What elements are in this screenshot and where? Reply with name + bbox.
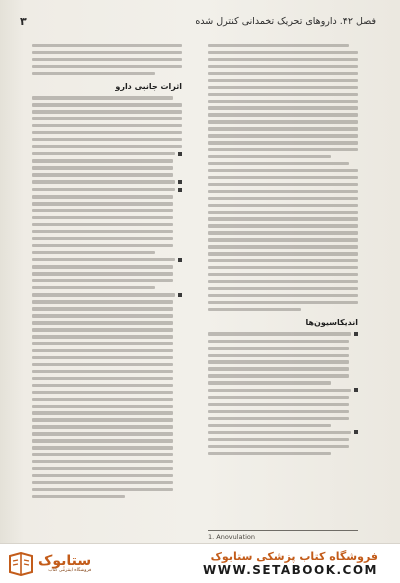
text-line (208, 162, 349, 165)
text-line (208, 445, 349, 448)
text-line (208, 217, 358, 220)
text-line (32, 370, 173, 373)
text-line (32, 467, 173, 470)
page-number: ۳ (20, 14, 27, 28)
bullet-item (32, 293, 182, 297)
text-line (32, 65, 182, 68)
text-line (32, 251, 155, 254)
text-line (32, 488, 173, 491)
text-line (32, 335, 173, 338)
footnote-rule (208, 530, 358, 531)
text-line (208, 155, 331, 158)
text-line (208, 273, 358, 276)
logo-text: ستابوک (38, 553, 92, 569)
text-line (208, 374, 349, 377)
footnote: 1. Anovulation (208, 533, 256, 541)
text-line (32, 293, 175, 296)
text-line (32, 446, 173, 449)
section-heading: اثرات جانبی دارو (115, 81, 182, 91)
text-line (208, 340, 349, 343)
text-line (32, 453, 173, 456)
text-line (32, 265, 173, 268)
bullet-square-icon (178, 152, 182, 156)
text-line (208, 79, 358, 82)
text-line (208, 452, 331, 455)
text-line (208, 113, 358, 116)
text-line (32, 405, 173, 408)
bullet-square-icon (178, 188, 182, 192)
bullet-square-icon (178, 180, 182, 184)
text-line (32, 51, 182, 54)
text-line (208, 197, 358, 200)
bullet-item (208, 332, 358, 336)
bullet-item (32, 258, 182, 262)
text-line (32, 110, 182, 113)
text-line (208, 280, 358, 283)
text-line (32, 131, 182, 134)
text-line (32, 279, 173, 282)
text-line (208, 65, 358, 68)
text-line (208, 176, 358, 179)
store-banner (0, 543, 400, 583)
text-line (208, 51, 358, 54)
text-line (208, 287, 358, 290)
text-line (208, 120, 358, 123)
text-line (32, 244, 173, 247)
text-line (208, 93, 358, 96)
text-line (32, 321, 173, 324)
text-line (32, 272, 173, 275)
text-line (32, 432, 173, 435)
text-line (208, 410, 349, 413)
text-line (208, 252, 358, 255)
text-line (32, 384, 173, 387)
text-line (32, 363, 173, 366)
text-line (32, 460, 173, 463)
text-line (208, 424, 331, 427)
text-line (208, 211, 358, 214)
text-line (32, 356, 173, 359)
text-line (208, 238, 358, 241)
store-info (203, 550, 378, 577)
text-line (32, 202, 173, 205)
bullet-item (32, 152, 182, 156)
text-line (32, 307, 173, 310)
text-line (208, 389, 351, 392)
text-line (208, 224, 358, 227)
logo-mark-icon (8, 552, 34, 576)
text-line (208, 44, 349, 47)
text-line (208, 431, 351, 434)
text-line (32, 124, 182, 127)
text-line (32, 342, 173, 345)
text-line (32, 72, 155, 75)
text-line (32, 159, 173, 162)
text-line (32, 216, 173, 219)
text-line (208, 127, 358, 130)
text-line (208, 360, 349, 363)
text-line (208, 347, 349, 350)
bullet-item (208, 388, 358, 392)
text-line (32, 117, 182, 120)
text-line (208, 141, 358, 144)
text-line (32, 173, 173, 176)
text-line (32, 138, 182, 141)
text-line (32, 474, 173, 477)
text-line (32, 286, 155, 289)
text-line (32, 58, 182, 61)
text-line (208, 72, 358, 75)
text-line (32, 314, 173, 317)
text-line (208, 190, 358, 193)
chapter-title: فصل ۴۲. داروهای تحریک تخمدانی کنترل شده (195, 15, 376, 27)
text-line (208, 100, 358, 103)
text-line (32, 391, 173, 394)
text-line (32, 166, 173, 169)
text-line (208, 381, 331, 384)
text-line (32, 258, 175, 261)
text-line (208, 245, 358, 248)
right-column (208, 44, 358, 455)
text-line (32, 349, 173, 352)
text-line (208, 183, 358, 186)
text-line (32, 439, 173, 442)
text-line (32, 398, 173, 401)
bullet-square-icon (354, 430, 358, 434)
text-line (208, 58, 358, 61)
bullet-square-icon (178, 293, 182, 297)
text-line (32, 209, 173, 212)
section-heading: اندیکاسیون‌ها (305, 317, 358, 327)
text-line (208, 148, 358, 151)
text-line (208, 367, 349, 370)
text-line (32, 495, 125, 498)
text-line (32, 145, 182, 148)
text-line (208, 266, 358, 269)
text-line (32, 96, 173, 99)
text-line (208, 134, 358, 137)
text-line (32, 377, 173, 380)
store-name: فروشگاه کتاب پزشکی ستابوک (210, 550, 378, 563)
text-line (32, 195, 173, 198)
bullet-square-icon (178, 258, 182, 262)
page-header (20, 10, 376, 32)
text-line (208, 301, 358, 304)
text-line (208, 169, 358, 172)
bullet-item (208, 430, 358, 434)
text-line (208, 259, 358, 262)
text-line (32, 481, 173, 484)
store-url-link[interactable]: WWW.SETABOOK.COM (202, 563, 378, 577)
text-line (32, 44, 182, 47)
text-line (32, 180, 175, 183)
bullet-square-icon (354, 388, 358, 392)
text-line (208, 354, 349, 357)
text-line (208, 396, 349, 399)
bullet-square-icon (354, 332, 358, 336)
text-line (208, 403, 349, 406)
text-line (208, 106, 358, 109)
left-column (32, 44, 182, 498)
store-logo[interactable] (8, 552, 91, 576)
text-line (32, 425, 173, 428)
text-line (208, 438, 349, 441)
text-line (32, 328, 173, 331)
text-line (208, 204, 358, 207)
text-line (208, 332, 351, 335)
text-line (32, 230, 173, 233)
text-line (208, 86, 358, 89)
bullet-item (32, 188, 182, 192)
text-line (32, 411, 173, 414)
text-line (32, 188, 175, 191)
bullet-item (32, 180, 182, 184)
text-line (32, 300, 173, 303)
text-line (32, 103, 182, 106)
text-line (32, 152, 175, 155)
text-line (32, 223, 173, 226)
text-line (32, 237, 173, 240)
text-line (32, 418, 173, 421)
text-line (208, 231, 358, 234)
text-line (208, 308, 301, 311)
text-line (208, 294, 358, 297)
text-line (208, 417, 349, 420)
logo-subtext: فروشگاه اینترنتی کتاب (48, 568, 92, 573)
